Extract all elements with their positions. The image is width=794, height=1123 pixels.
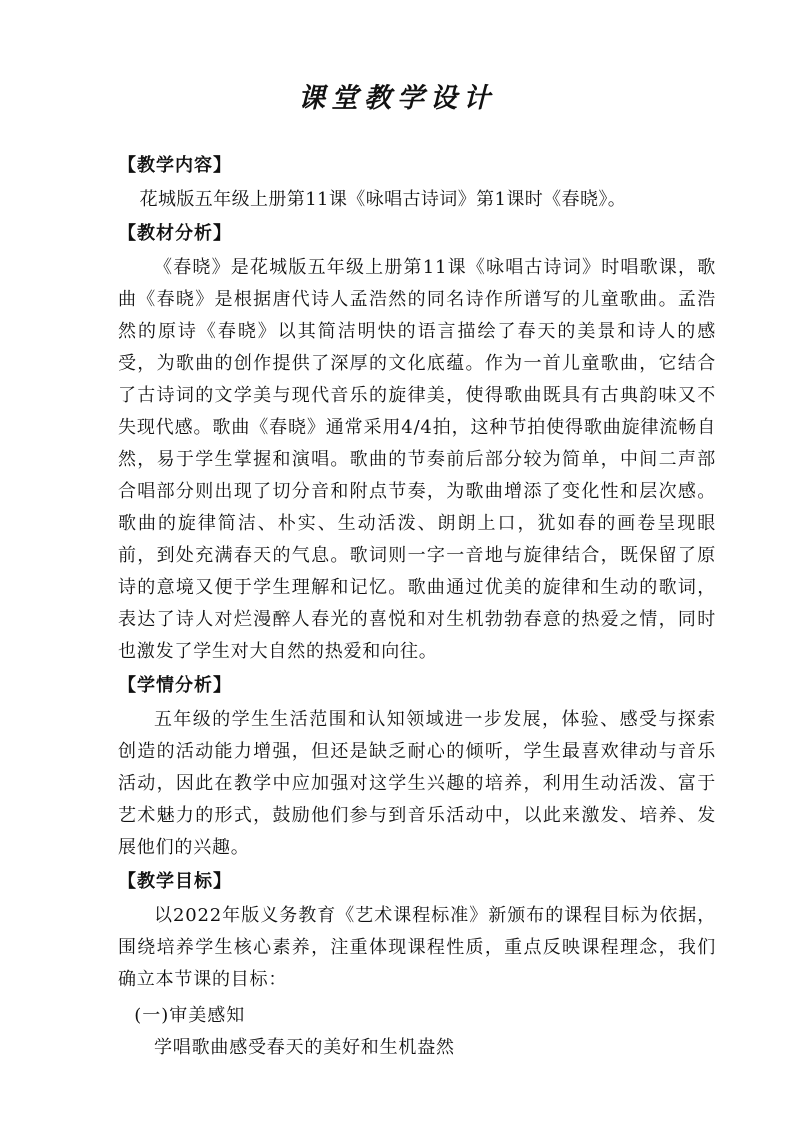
aesthetic-perception-text: 学唱歌曲感受春天的美好和生机盎然: [154, 1037, 455, 1058]
document-body: [118, 148, 716, 1064]
teaching-content-text: 花城版五年级上册第11课《咏唱古诗词》第1课时《春晓》。: [139, 189, 627, 210]
goal-subsection-aesthetic-perception: (一)审美感知: [134, 1005, 246, 1026]
section-heading-student-analysis: 【学情分析】: [118, 675, 232, 696]
student-analysis-text: 五年级的学生生活范围和认知领域进一步发展，体验、感受与探索创造的活动能力增强，但还是缺乏耐心的倾听，学生最喜欢律动与音乐活动，因此在教学中应加强对这学生兴趣的培养，利用生动活泼、富于艺术魅力的形式，鼓励他们参与到音乐活动中，以此来激发、培养、发展他们的兴趣。: [118, 709, 716, 858]
section-heading-material-analysis: 【教材分析】: [118, 223, 232, 244]
material-analysis-text: 《春晓》是花城版五年级上册第11课《咏唱古诗词》时唱歌课，歌曲《春晓》是根据唐代诗人孟浩然的同名诗作所谱写的儿童歌曲。孟浩然的原诗《春晓》以其简洁明快的语言描绘了春天的美景和诗人的感受，为歌曲的创作提供了深厚的文化底蕴。作为一首儿童歌曲，它结合了古诗词的文学美与现代音乐的旋律美，使得歌曲既具有古典韵味又不失现代感。歌曲《春晓》通常采用4/4拍，这种节拍使得歌曲旋律流畅自然，易于学生掌握和演唱。歌曲的节奏前后部分较为简单，中间二声部合唱部分则出现了切分音和附点节奏，为歌曲增添了变化性和层次感。歌曲的旋律简洁、朴实、生动活泼、朗朗上口，犹如春的画卷呈现眼前，到处充满春天的气息。歌词则一字一音地与旋律结合，既保留了原诗的意境又便于学生理解和记忆。歌曲通过优美的旋律和生动的歌词，表达了诗人对烂漫醉人春光的喜悦和对生机勃勃春意的热爱之情，同时也激发了学生对大自然的热爱和向往。: [118, 257, 716, 662]
page-title: 课堂教学设计: [298, 83, 496, 114]
section-heading-teaching-content: 【教学内容】: [118, 155, 232, 176]
section-heading-teaching-goals: 【教学目标】: [118, 871, 232, 892]
teaching-goals-text: 以2022年版义务教育《艺术课程标准》新颁布的课程目标为依据，围绕培养学生核心素养，注重体现课程性质，重点反映课程理念，我们确立本节课的目标：: [118, 905, 716, 990]
